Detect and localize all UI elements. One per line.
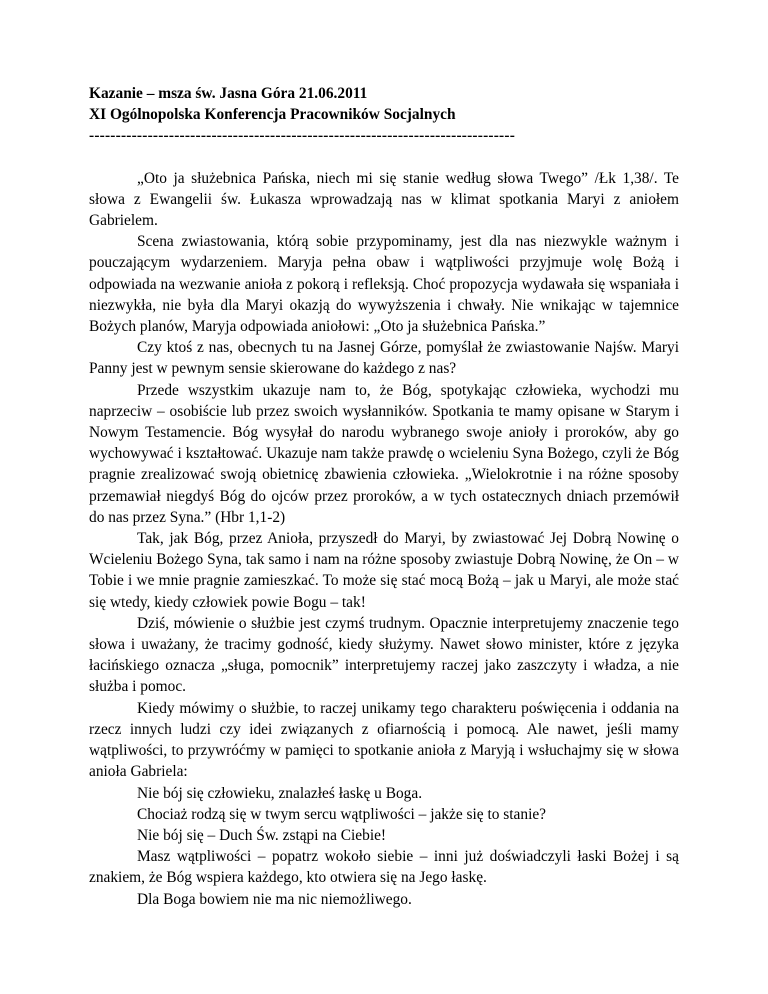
quote-line-2: Chociaż rodzą się w twym sercu wątpliwości – jakże się to stanie? [137,805,547,823]
document-page [89,83,679,910]
paragraph-4: Przede wszystkim ukazuje nam to, że Bóg, spotykając człowieka, wychodzi mu naprzeciw – osobiście lub przez swoich wysłanników. Spotkania te mamy opisane w Starym i Nowym Testamencie. Bóg wysyłał do narodu wybranego swoje anioły i proroków, aby go wychowywać i kształtować. Ukazuje nam także prawdę o wcieleniu Syna Bożego, czyli że Bóg pragnie zrealizować swoją obietnicę zbawienia człowieka. „Wielokrotnie i na różne sposoby przemawiał niegdyś Bóg do ojców przez proroków, a w tych ostatecznych dniach przemówił do nas przez Syna.” (Hbr 1,1-2) [89,381,679,526]
paragraph-3: Czy ktoś z nas, obecnych tu na Jasnej Górze, pomyślał że zwiastowanie Najśw. Maryi Panny jest w pewnym sensie skierowane do każdego z nas? [89,339,679,378]
quote-line-1: Nie bój się człowieku, znalazłeś łaskę u Boga. [137,784,423,802]
divider-line: -------------------------------------------------------------------------------- [89,127,516,145]
closing-paragraph: Masz wątpliwości – popatrz wokoło siebie – inni już doświadczyli łaski Bożej i są znakiem, że Bóg wspiera każdego, kto otwiera się na Jego łaskę. [89,848,679,887]
document-title: Kazanie – msza św. Jasna Góra 21.06.2011 [89,85,368,102]
paragraph-2: Scena zwiastowania, którą sobie przypominamy, jest dla nas niezwykle ważnym i pouczającym wydarzeniem. Maryja pełna obaw i wątpliwości przyjmuje wolę Bożą i odpowiada na wezwanie anioła z pokorą i refleksją. Choć propozycja wydawała się wspaniała i niezwykła, nie była dla Maryi okazją do wywyższenia i chwały. Nie wnikając w tajemnice Bożych planów, Maryja odpowiada aniołowi: „Oto ja służebnica Pańska.” [89,233,679,336]
document-subtitle: XI Ogólnopolska Konferencja Pracowników Socjalnych [89,106,456,124]
final-line: Dla Boga bowiem nie ma nic niemożliwego. [137,890,412,908]
paragraph-6: Dziś, mówienie o służbie jest czymś trudnym. Opacznie interpretujemy znaczenie tego słowa i uważany, że tracimy godność, kiedy służymy. Nawet słowo minister, które z języka łacińskiego oznacza „sługa, pomocnik” interpretujemy raczej jako zaszczyty i władza, a nie służba i pomoc. [89,614,679,696]
paragraph-1: „Oto ja służebnica Pańska, niech mi się stanie według słowa Twego” /Łk 1,38/. Te słowa z Ewangelii św. Łukasza wprowadzają nas w klimat spotkania Maryi z aniołem Gabrielem. [89,169,679,230]
blank-line [89,147,679,168]
paragraph-7: Kiedy mówimy o służbie, to raczej unikamy tego charakteru poświęcenia i oddania na rzecz innych ludzi czy idei związanych z ofiarnością i pomocą. Ale nawet, jeśli mamy wątpliwości, to przywróćmy w pamięci to spotkanie anioła z Maryją i wsłuchajmy się w słowa anioła Gabriela: [89,699,679,781]
quote-line-3: Nie bój się – Duch Św. zstąpi na Ciebie! [137,826,387,844]
paragraph-5: Tak, jak Bóg, przez Anioła, przyszedł do Maryi, by zwiastować Jej Dobrą Nowinę o Wcieleniu Bożego Syna, tak samo i nam na różne sposoby zwiastuje Dobrą Nowinę, że On – w Tobie i we mnie pragnie zamieszkać. To może się stać mocą Bożą – jak u Maryi, ale może stać się wtedy, kiedy człowiek powie Bogu – tak! [89,530,679,611]
